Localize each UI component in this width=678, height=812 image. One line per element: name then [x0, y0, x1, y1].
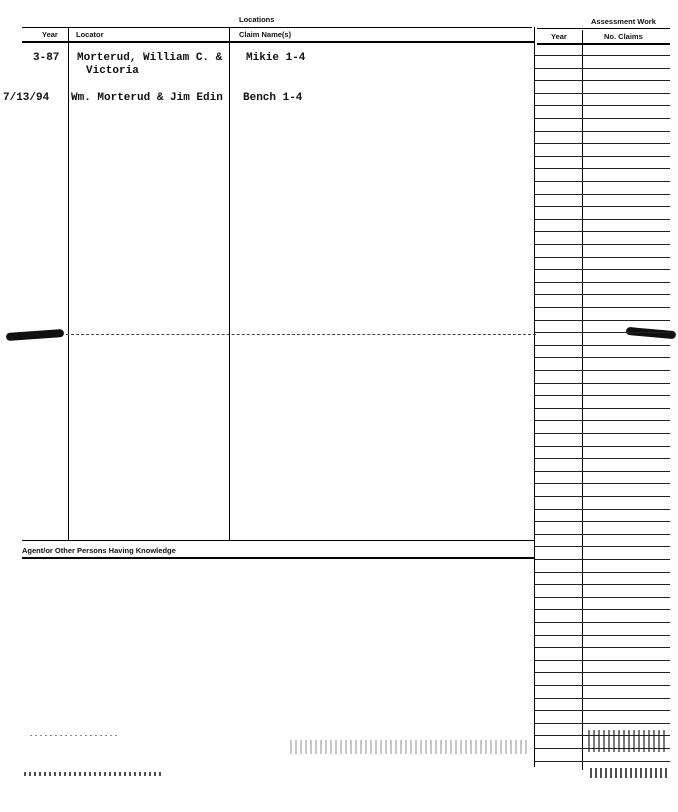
grid-rule	[535, 408, 670, 409]
grid-rule	[535, 685, 670, 686]
assessment-work-grid	[535, 45, 670, 770]
grid-rule	[535, 433, 670, 434]
grid-rule	[535, 332, 670, 333]
scan-noise-1	[30, 735, 120, 736]
col-aw-no-claims-header: No. Claims	[604, 32, 643, 41]
grid-rule	[535, 320, 670, 321]
grid-rule	[535, 761, 670, 762]
grid-rule	[535, 181, 670, 182]
grid-rule	[535, 357, 670, 358]
header-rule-top-aw	[537, 28, 670, 29]
grid-rule	[535, 521, 670, 522]
assessment-work-heading: Assessment Work	[591, 17, 656, 26]
grid-rule	[535, 446, 670, 447]
entry-1-locator: Morterud, William C. &	[77, 52, 223, 64]
grid-rule	[535, 219, 670, 220]
grid-rule	[535, 458, 670, 459]
header-rule-top	[22, 27, 532, 28]
grid-rule	[535, 345, 670, 346]
grid-rule	[535, 105, 670, 106]
grid-rule	[535, 80, 670, 81]
entry-1-claim: Mikie 1-4	[246, 52, 306, 64]
grid-rule	[535, 710, 670, 711]
col-year-header: Year	[42, 30, 58, 39]
grid-rule	[535, 559, 670, 560]
grid-rule	[535, 383, 670, 384]
header-rule-bottom	[22, 41, 534, 43]
grid-rule	[535, 647, 670, 648]
grid-rule	[535, 534, 670, 535]
grid-rule	[535, 194, 670, 195]
grid-rule	[535, 244, 670, 245]
entry-2-locator: Wm. Morterud & Jim Edin	[71, 92, 223, 104]
grid-rule	[535, 471, 670, 472]
entry-1-year: 3-87	[33, 52, 60, 64]
grid-rule	[535, 723, 670, 724]
grid-rule	[535, 206, 670, 207]
grid-rule	[535, 156, 670, 157]
grid-rule	[535, 420, 670, 421]
entry-2-claim: Bench 1-4	[243, 92, 303, 104]
grid-rule	[535, 698, 670, 699]
divider-year-locator	[68, 28, 69, 540]
entry-1-locator-cont: Victoria	[86, 65, 139, 77]
scan-noise-3	[588, 730, 668, 752]
grid-rule	[535, 496, 670, 497]
col-locator-header: Locator	[76, 30, 104, 39]
grid-rule	[535, 55, 670, 56]
scan-noise-2	[290, 740, 530, 754]
grid-rule	[535, 483, 670, 484]
grid-rule	[535, 131, 670, 132]
grid-rule	[535, 143, 670, 144]
grid-rule	[535, 572, 670, 573]
agent-rule-bottom	[22, 557, 534, 559]
grid-rule	[535, 93, 670, 94]
grid-rule	[535, 231, 670, 232]
col-aw-year-header: Year	[551, 32, 567, 41]
left-edge-mark	[6, 329, 64, 341]
grid-rule	[535, 546, 670, 547]
grid-rule	[535, 68, 670, 69]
col-claim-names-header: Claim Name(s)	[239, 30, 292, 39]
agent-rule-top	[22, 540, 534, 541]
grid-rule	[535, 269, 670, 270]
fold-line	[66, 334, 536, 335]
grid-rule	[535, 584, 670, 585]
grid-rule	[535, 660, 670, 661]
grid-rule	[535, 597, 670, 598]
grid-rule	[535, 118, 670, 119]
grid-rule	[535, 609, 670, 610]
locations-heading: Locations	[239, 15, 275, 24]
grid-rule	[535, 282, 670, 283]
grid-rule	[535, 168, 670, 169]
grid-rule	[535, 672, 670, 673]
grid-rule	[535, 635, 670, 636]
grid-rule	[535, 370, 670, 371]
grid-rule	[535, 509, 670, 510]
scan-noise-5	[590, 768, 670, 778]
scan-noise-4	[24, 772, 164, 776]
grid-rule	[535, 395, 670, 396]
entry-2-year: 7/13/94	[3, 92, 50, 104]
grid-rule	[535, 307, 670, 308]
agent-section-label: Agent/or Other Persons Having Knowledge	[22, 546, 176, 555]
grid-rule	[535, 257, 670, 258]
divider-locator-claim	[229, 28, 230, 540]
grid-rule	[535, 294, 670, 295]
grid-rule	[535, 622, 670, 623]
